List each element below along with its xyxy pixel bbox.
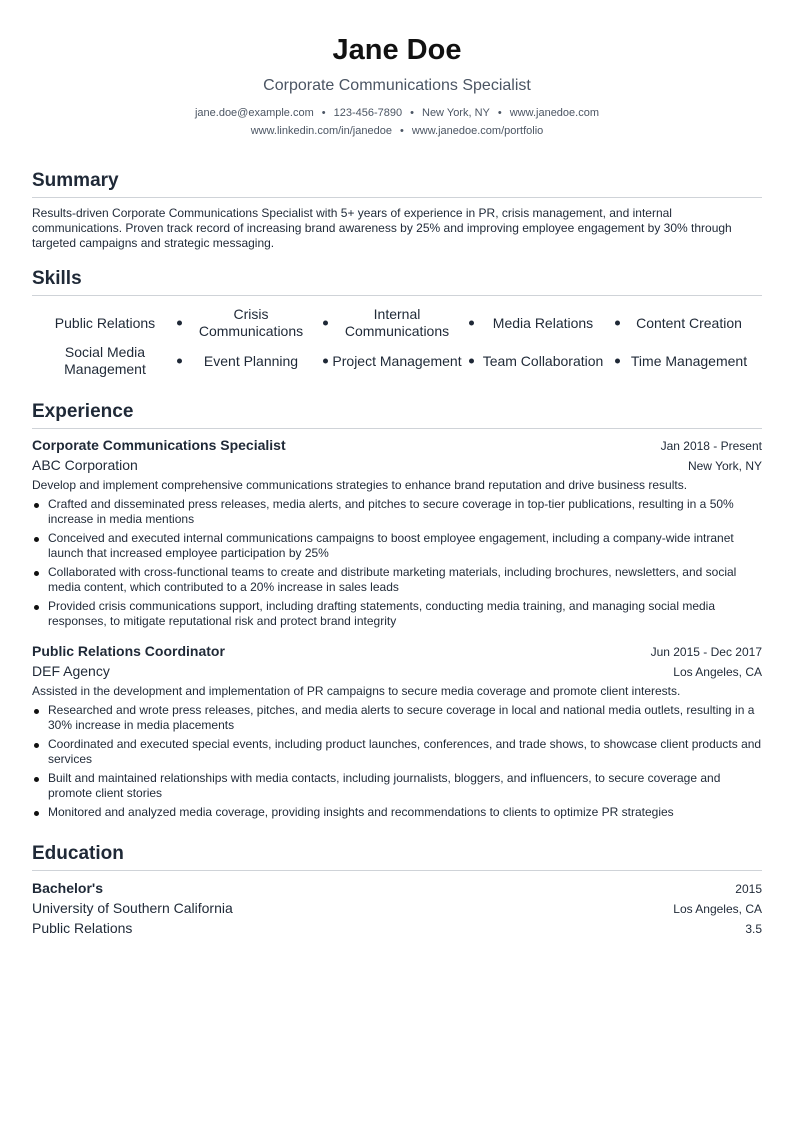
- candidate-name: Jane Doe: [332, 34, 462, 66]
- bullet-dot: [34, 571, 39, 576]
- job-location: Los Angeles, CA: [673, 665, 762, 679]
- job-location: New York, NY: [687, 459, 762, 473]
- job-dates: Jan 2018 - Present: [660, 439, 762, 453]
- job-company: DEF Agency: [32, 663, 110, 679]
- job-company: ABC Corporation: [32, 457, 138, 473]
- list-item: [32, 599, 762, 629]
- separator-dot: •: [410, 107, 414, 119]
- separator-dot: •: [321, 107, 326, 119]
- list-item: [32, 497, 762, 527]
- education-degree-row: [32, 880, 762, 896]
- list-item: [32, 565, 762, 595]
- skill-item: [324, 304, 470, 342]
- skill-label: Team Collaboration: [482, 352, 604, 369]
- contact-phone[interactable]: 123-456-7890: [333, 107, 403, 119]
- education-field-row: [32, 920, 762, 936]
- summary-section: [32, 169, 762, 251]
- skill-label: Public Relations: [54, 314, 156, 331]
- skill-item: [178, 342, 324, 380]
- education-gpa: 3.5: [745, 922, 762, 936]
- contact-linkedin[interactable]: www.linkedin.com/in/janedoe: [250, 125, 392, 137]
- education-location: Los Angeles, CA: [673, 902, 762, 916]
- education-heading: Education: [32, 842, 762, 871]
- skill-item: [616, 304, 762, 342]
- contact-line-2: [32, 122, 762, 140]
- skill-item: [470, 342, 616, 380]
- skills-grid: [32, 304, 762, 380]
- contact-email[interactable]: jane.doe@example.com: [194, 107, 314, 119]
- contact-line-1: [32, 104, 762, 122]
- list-item: [32, 771, 762, 801]
- bullet-dot: [34, 811, 39, 816]
- education-year: 2015: [735, 882, 762, 896]
- list-item: [32, 703, 762, 733]
- bullet-dot: [34, 537, 39, 542]
- job-dates: Jun 2015 - Dec 2017: [650, 645, 762, 659]
- skill-label: Social Media Management: [64, 344, 146, 377]
- experience-section: [32, 400, 762, 820]
- contact-website[interactable]: www.janedoe.com: [509, 107, 600, 119]
- skill-item: [32, 304, 178, 342]
- skill-item: [616, 342, 762, 380]
- bullet-text: Coordinated and executed special events, including product launches, conferences, and trade shows, to showcase client products and services: [48, 737, 762, 766]
- job-title: Corporate Communications Specialist: [32, 437, 286, 453]
- list-item: [32, 805, 762, 820]
- job-description: Develop and implement comprehensive communications strategies to enhance brand reputation and drive business results.: [32, 478, 688, 492]
- skill-item: [470, 304, 616, 342]
- skill-label: Event Planning: [203, 352, 299, 369]
- job-company-row: [32, 663, 762, 679]
- experience-heading: Experience: [32, 400, 762, 429]
- candidate-title: Corporate Communications Specialist: [263, 77, 531, 94]
- list-item: [32, 531, 762, 561]
- job-header-row: [32, 643, 762, 659]
- bullet-dot: [34, 605, 39, 610]
- job-bullets: [32, 497, 762, 629]
- separator-dot: •: [399, 125, 404, 137]
- bullet-text: Researched and wrote press releases, pitches, and media alerts to secure coverage in local and national media outlets, resulting in a 30% increase in media placements: [48, 703, 755, 732]
- education-school-row: [32, 900, 762, 916]
- bullet-text: Collaborated with cross-functional teams to create and distribute marketing materials, including brochures, newsletters, and social media content, which contributed to a 20% increase in sales leads: [48, 565, 737, 594]
- skills-section: [32, 267, 762, 380]
- bullet-dot: [34, 777, 39, 782]
- bullet-text: Provided crisis communications support, including drafting statements, conducting media training, and managing social media responses, to mitigate reputational risk and protect brand integrity: [48, 599, 716, 628]
- skill-label: Time Management: [630, 352, 748, 369]
- skill-item: [324, 342, 470, 380]
- education-section: [32, 842, 762, 936]
- bullet-text: Crafted and disseminated press releases, media alerts, and pitches to secure coverage in top-tier publications, resulting in a 50% increase in media mentions: [48, 497, 734, 526]
- contact-location: New York, NY: [422, 107, 490, 119]
- job-entry: [32, 643, 762, 820]
- skill-item: [178, 304, 324, 342]
- job-description: Assisted in the development and implementation of PR campaigns to secure media coverage and promote client interests.: [32, 684, 681, 698]
- summary-text: Results-driven Corporate Communications Specialist with 5+ years of experience in PR, crisis management, and internal communications. Proven track record of increasing brand awareness by 25% and improving employee engagement by 30% through targeted campaigns and strategic messaging.: [32, 206, 732, 250]
- education-field: Public Relations: [32, 920, 133, 936]
- skill-label: Project Management: [332, 352, 462, 369]
- job-title: Public Relations Coordinator: [32, 643, 225, 659]
- separator-dot: •: [497, 107, 502, 119]
- skill-label: Content Creation: [636, 314, 742, 331]
- skill-label: Crisis Communications: [198, 306, 304, 339]
- bullet-dot: [34, 503, 39, 508]
- job-entry: [32, 437, 762, 629]
- bullet-text: Built and maintained relationships with media contacts, including journalists, bloggers, and influencers, to secure coverage and promote client stories: [48, 771, 721, 800]
- list-item: [32, 737, 762, 767]
- bullet-dot: [34, 709, 39, 714]
- skill-label: Internal Communications: [344, 306, 450, 339]
- education-school: University of Southern California: [32, 900, 233, 916]
- bullet-dot: [34, 743, 39, 748]
- bullet-text: Conceived and executed internal communications campaigns to boost employee engagement, including a company-wide intranet launch that increased employee participation by 25%: [48, 531, 734, 560]
- job-header-row: [32, 437, 762, 453]
- skills-heading: Skills: [32, 267, 762, 296]
- education-degree: Bachelor's: [32, 880, 104, 896]
- job-bullets: [32, 703, 762, 820]
- job-company-row: [32, 457, 762, 473]
- skill-label: Media Relations: [492, 314, 594, 331]
- contact-portfolio[interactable]: www.janedoe.com/portfolio: [411, 125, 544, 137]
- bullet-text: Monitored and analyzed media coverage, providing insights and recommendations to clients to optimize PR strategies: [48, 805, 674, 819]
- summary-heading: Summary: [32, 169, 762, 198]
- skill-item: [32, 342, 178, 380]
